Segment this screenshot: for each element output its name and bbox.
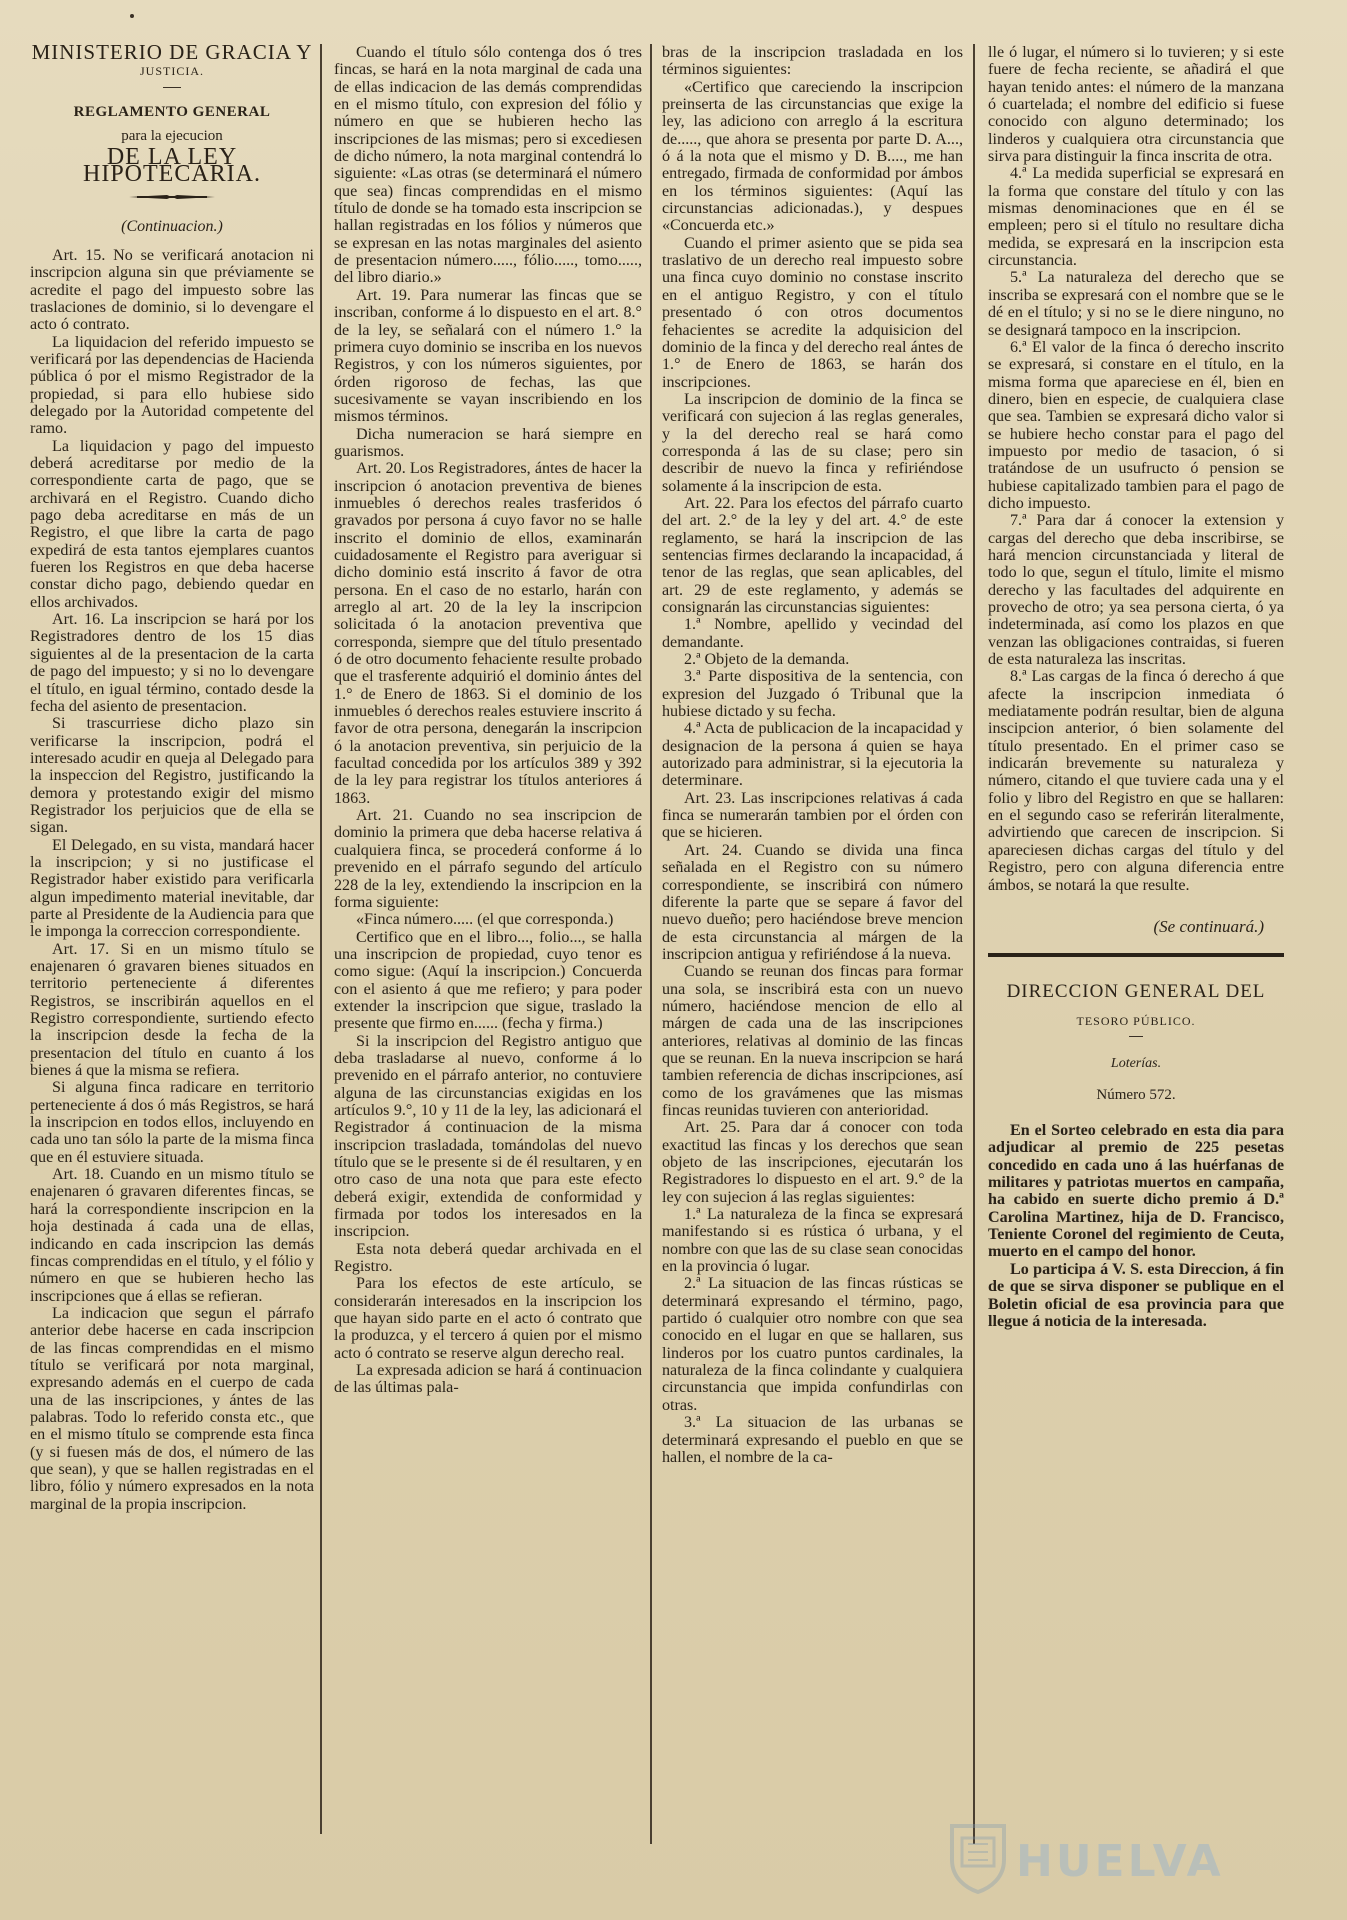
article-paragraph: bras de la inscripcion trasladada en los términos siguientes: — [662, 44, 963, 79]
lottery-section: Loterías. — [1110, 1056, 1162, 1072]
column-divider — [973, 44, 975, 1844]
article-paragraph: Art. 25. Para dar á conocer con toda exactitud las fincas y los derechos que sean objeto de las inscripciones, ejecutarán los Registradores lo dispuesto en el art. 9.° de la ley con sujecion á las reglas siguientes: — [662, 1119, 963, 1206]
column-divider — [320, 44, 322, 1834]
article-paragraph: 1.ª Nombre, apellido y vecindad del demandante. — [662, 616, 963, 651]
article-paragraph: Art. 15. No se verificará anotacion ni inscripcion alguna sin que préviamente se acredite el pago del impuesto sobre las traslaciones de dominio, si lo devengare el acto ó contrato. — [30, 246, 314, 334]
regulation-title: REGLAMENTO GENERAL — [73, 104, 271, 121]
text-column-3 — [662, 44, 963, 1849]
continuation-label: (Continuacion.) — [121, 217, 223, 235]
article-paragraph: Art. 16. La inscripcion se hará por los Registradores dentro de los 15 dias siguientes al de la presentacion de la carta de pago del impuesto; y si no lo devengare el título, en igual término, contado desde la fecha del asiento de presentacion. — [30, 611, 314, 715]
section-rule — [988, 953, 1284, 957]
heading-rule — [163, 87, 181, 89]
ink-speck — [130, 14, 134, 18]
article-paragraph: Para los efectos de este artículo, se considerarán interesados en la inscripcion los que hayan sido parte en el acto ó contrato que la produzca, y el tercero á quien por el mismo acto ó contrato se reserve algun derecho real. — [334, 1275, 642, 1362]
archive-shield-icon — [948, 1820, 1008, 1894]
article-paragraph: «Certifico que careciendo la inscripcion preinserta de las circunstancias que exige la ley, las adiciono con arreglo á la escritura de....., que ahora se presenta por parte D. A..., ó á la nota que el mismo y D. B...., me han entregado, firmada de conformidad por ámbos en los términos siguientes: (Aquí las circunstancias adicionadas.), y despues «Concuerda etc.» — [662, 78, 963, 235]
article-paragraph: Cuando el título sólo contenga dos ó tres fincas, se hará en la nota marginal de cada una de ellas indicacion de las demás comprendidas en el mismo título, con expresion del fólio y número en que se hubieren hecho las inscripciones de las mismas; pero si excediesen de dicho número, la nota marginal contendrá lo siguiente: «Las otras (se determinará el número que sea) fincas comprendidas en el mismo título de donde se ha tomado esta inscripcion se hallan registradas en los fólios y números que se expresan en las notas marginales del asiento de presentacion número....., fólio....., tomo....., del libro diario.» — [334, 44, 642, 287]
ministry-heading: MINISTERIO DE GRACIA Y — [31, 44, 313, 64]
article-paragraph: La liquidacion del referido impuesto se verificará por las dependencias de Hacienda pública ó por el mismo Registrador de la propiedad, si para ello hubiese sido delegado por la Autoridad competente del ramo. — [30, 333, 314, 438]
article-paragraph: 2.ª Objeto de la demanda. — [684, 651, 850, 669]
article-paragraph: Art. 22. Para los efectos del párrafo cuarto del art. 2.° de la ley y del art. 4.° de este reglamento, se hará la inscripcion de las sentencias firmes declarando la incapacidad, á tenor de las reglas, que sean aplicables, del art. 29 de este reglamento, y además se consignarán las circunstancias siguientes: — [662, 494, 963, 616]
article-paragraph: Art. 19. Para numerar las fincas que se inscriban, conforme á lo dispuesto en el art. 8.° de la ley, se señalará con el número 1.° la primera cuyo dominio se inscriba en los nuevos Registros, y con los números siguientes, por órden rigoroso de fechas, las que sucesivamente se vayan inscribiendo en los mismos términos. — [334, 286, 642, 426]
article-paragraph: 8.ª Las cargas de la finca ó derecho á que afecte la inscripcion inmediata ó mediatamente podrán resultar, bien de alguna inscipcion anterior, ó bien solamente del título presentado. En el primer caso se indicarán brevemente su naturaleza y número, citando el que tuviere cada una y el folio y libro del Registro en que se hallaren: en el segundo caso se referirán literalmente, advirtiendo que carecen de inscripcion. Si apareciesen dichas cargas del título y del Registro, pero con alguna diferencia entre ámbos, se notará la que resulte. — [988, 668, 1284, 894]
article-paragraph: 6.ª El valor de la finca ó derecho inscrito se expresará, si constare en el título, en la misma forma que apareciese en él, bien en dinero, bien en especie, de cualquiera clase que sea. Tambien se expresará dicho valor si se hubiere hecho constar para el pago del impuesto por medio de tasacion, ó si tratándose de un usufructo ó pension se hubiese capitalizado tambien para el pago de dicho impuesto. — [988, 338, 1284, 512]
article-paragraph: La indicacion que segun el párrafo anterior debe hacerse en cada inscripcion de las fincas comprendidas en el mismo título se verificará por nota marginal, expresando además en el cuerpo de cada una de las inscripciones, y ántes de las palabras. Todo lo referido consta etc., que en el mismo título se comprende esta finca (y si fuesen más de dos, el número de las que sean), y que se hallen registradas en el libro, fólio y número expresados en la nota marginal de la propia inscripcion. — [30, 1304, 314, 1513]
article-paragraph: Dicha numeracion se hará siempre en guarismos. — [334, 425, 642, 460]
column-body — [334, 44, 642, 1397]
text-column-1 — [30, 44, 314, 1874]
article-paragraph: La liquidacion y pago del impuesto deberá acreditarse por medio de la correspondiente carta de pago, que se archivará en el Registro. Cuando dicho pago deba acreditarse en más de un Registro, el que libre la carta de pago expedirá de esta tantos ejemplares cuantos fueren los Registros en que deba hacerse constar dicho pago, debiendo quedar en ellos archivados. — [30, 437, 314, 611]
article-paragraph: Cuando se reunan dos fincas para formar una sola, se inscribirá esta con un nuevo número, haciéndose mencion de ello al márgen de cada una de las inscripciones anteriores, relativas al dominio de las fincas que se reunan. En la nueva inscripcion se hará tambien referencia de dichas inscripciones, así como de los gravámenes que las mismas fincas reunidas tuvieren con anterioridad. — [662, 963, 963, 1119]
article-paragraph: 3.ª La situacion de las urbanas se determinará expresando el pueblo en que se hallen, el nombre de la ca- — [662, 1414, 963, 1466]
article-paragraph: El Delegado, en su vista, mandará hacer la inscripcion; y si no justificase el Registrador haber existido para verificarla algun impedimento material inevitable, dar parte al Presidente de la Audiencia para que le imponga la correccion correspondiente. — [30, 836, 314, 941]
article-paragraph: Art. 24. Cuando se divida una finca señalada en el Registro con su número correspondiente, se inscribirá con número diferente la parte que se separe á favor del nuevo dueño; pero haciéndose breve mencion de esta circunstancia al márgen de la inscripcion antigua y refiriéndose á la nueva. — [662, 841, 963, 963]
ornament-rule — [127, 192, 217, 202]
article-paragraph: 5.ª La naturaleza del derecho que se inscriba se expresará con el nombre que se le dé en el título; y si no se le diere ninguno, no se designará tampoco en la inscripcion. — [988, 269, 1284, 339]
column-divider — [650, 44, 652, 1844]
heading-rule — [1129, 1036, 1143, 1038]
article-paragraph: Certifico que en el libro..., folio..., se halla una inscripcion de propiedad, cuyo tenor es como sigue: (Aquí la inscripcion.) Concuerda con el asiento á que me refiero; y para poder extender la inscripcion que sigue, traslado la presente que firmo en...... (fecha y firma.) — [334, 928, 642, 1033]
column-body — [662, 44, 963, 1466]
archive-watermark: HUELVA — [1016, 1836, 1224, 1887]
article-paragraph: 1.ª La naturaleza de la finca se expresará manifestando si es rústica ó urbana, y el nombre con que las de su clase sean conocidas en la provincia ó lugar. — [662, 1206, 963, 1276]
article-paragraph: 3.ª Parte dispositiva de la sentencia, con expresion del Juzgado ó Tribunal que la hubiese dictado y su fecha. — [662, 668, 963, 721]
article-paragraph: 4.ª Acta de publicacion de la incapacidad y designacion de la persona á quien se haya autorizado para administrar, si la ejecutoria la determinare. — [662, 720, 963, 790]
article-paragraph: lle ó lugar, el número si lo tuvieren; y si este fuere de fecha reciente, se añadirá el que hayan tenido antes: el número de la manzana ó cuartelada; el nombre del edificio si fuese conocido con alguno determinado; los linderos y cualquiera otra circunstancia que sirva para distinguir la finca inscrita de otra. — [988, 44, 1284, 166]
article-paragraph: Art. 21. Cuando no sea inscripcion de dominio la primera que deba hacerse relativa á cualquiera finca, se procederá conforme á lo prevenido en el párrafo segundo del artículo 228 de la ley, extendiendo la inscripcion en la forma siguiente: — [334, 807, 642, 911]
article-paragraph: La expresada adicion se hará á continuacion de las últimas pala- — [334, 1362, 642, 1397]
to-be-continued: (Se continuará.) — [1153, 916, 1264, 936]
notice-paragraph: En el Sorteo celebrado en esta dia para adjudicar al premio de 225 pesetas concedido en cada uno á las huérfanas de militares y patriotas muertos en campaña, ha cabido en suerte dicho premio á D.ª Carolina Martinez, hija de D. Francisco, Teniente Coronel del regimiento de Ceuta, muerto en el campo del honor. — [988, 1122, 1284, 1261]
article-paragraph: Si la inscripcion del Registro antiguo que deba trasladarse al nuevo, conforme á lo prevenido en el párrafo anterior, no contuviere alguna de las circunstancias exigidas en los artículos 9.°, 10 y 11 de la ley, las adicionará el Registrador á continuacion de la misma inscripcion trasladada, tomándolas del nuevo título que se le presente si de él resultaren, y en otro caso de una nota que para este efecto deberá exigir, extendida de conformidad y firmada por todos los interesados en la inscripcion. — [334, 1032, 642, 1241]
notice-paragraph: Lo participa á V. S. esta Direccion, á fin de que se sirva disponer se publique en el Boletin oficial de esa provincia para que llegue á noticia de la interesada. — [988, 1260, 1284, 1330]
text-column-4 — [988, 44, 1284, 1844]
notice-number: Número 572. — [1096, 1086, 1176, 1103]
treasury-subheading: TESORO PÚBLICO. — [1076, 1013, 1196, 1028]
article-paragraph: 7.ª Para dar á conocer la extension y cargas del derecho que deba inscribirse, se hará mencion circunstanciada y literal de todo lo que, segun el título, limite el mismo derecho y las facultades del adquirente en provecho de otro; ya sea persona cierta, ó ya indeterminada, así como los plazos en que venzan las obligaciones contraidas, si fueren de esta naturaleza las inscritas. — [988, 512, 1284, 669]
text-column-2 — [334, 44, 642, 1844]
article-paragraph: La inscripcion de dominio de la finca se verificará con sujecion á las reglas generales, y la del derecho real se hará como corresponda á las de su clase; pero sin describir de nuevo la finca y refiriéndose solamente á la inscripcion de esta. — [662, 390, 963, 495]
article-paragraph: «Finca número..... (el que corresponda.) — [356, 911, 614, 929]
article-paragraph: Art. 23. Las inscripciones relativas á cada finca se numerarán tambien por el órden con que se hicieren. — [662, 789, 963, 842]
column-body — [988, 44, 1284, 894]
article-paragraph: Si trascurriese dicho plazo sin verificarse la inscripcion, podrá el interesado acudir en queja al Delegado para la inspeccion del Registro, justificando la demora y protestando exigir del mismo Registrador los perjuicios que de ella se sigan. — [30, 715, 314, 837]
article-paragraph: Si alguna finca radicare en territorio perteneciente á dos ó más Registros, se hará la inscripcion en todos ellos, incluyendo en cada uno tan sólo la parte de la misma finca que en él estuviere situada. — [30, 1079, 314, 1166]
article-paragraph: Esta nota deberá quedar archivada en el Registro. — [334, 1240, 642, 1276]
article-paragraph: Art. 17. Si en un mismo título se enajenaren ó gravaren bienes situados en territorio perteneciente á diferentes Registros, se inscribirán aquellos en el Registro correspondiente, surtiendo efecto la inscripcion desde la fecha de la presentacion del título en cuanto á los bienes á que la misma se refiera. — [30, 940, 314, 1080]
article-paragraph: Art. 20. Los Registradores, ántes de hacer la inscripcion ó anotacion preventiva de bienes inmuebles ó derechos reales trasferidos ó gravados por persona á cuyo favor no se halle inscrito el dominio de ellos, examinarán cuidadosamente el Registro para averiguar si dicho dominio está inscrito á favor de otra persona. En el caso de no estarlo, harán con arreglo al art. 20 de la ley la inscripcion solicitada ó la anotacion preventiva que corresponda, siempre que del título presentado ó de otro documento fehaciente resulte probado que el trasferente adquirió el dominio ántes del 1.° de Enero de 1863. Si el dominio de los inmuebles ó derechos reales estuviere inscrito á favor de otra persona, denegarán la inscripcion ó la anotacion preventiva, sin perjuicio de la facultad concedida por los artículos 389 y 392 de la ley para registrar los títulos anteriores á 1863. — [334, 460, 642, 807]
lottery-notice — [988, 1122, 1284, 1330]
law-title: DE LA LEY HIPOTECARIA. — [83, 143, 261, 188]
treasury-heading: DIRECCION GENERAL DEL — [1006, 981, 1266, 1003]
ministry-subheading: JUSTICIA. — [139, 64, 204, 79]
article-paragraph: 2.ª La situacion de las fincas rústicas se determinará expresando el término, pago, partido ó cualquier otro nombre con que sea conocido en el lugar en que se hallaren, sus linderos por los cuatro puntos cardinales, la naturaleza de la finca colindante y cualquiera circunstancia que impida confundirlas con otras. — [662, 1275, 963, 1414]
article-paragraph: 4.ª La medida superficial se expresará en la forma que constare del título y con las mismas denominaciones que en él se empleen; pero si el título no resultare dicha medida, se expresará en la inscripcion esta circunstancia. — [988, 165, 1284, 270]
article-paragraph: Cuando el primer asiento que se pida sea traslativo de un derecho real impuesto sobre una finca cuyo dominio no constase inscrito en el antiguo Registro, y con el título presentado ó con otros documentos fehacientes se acredite la adquisicion del dominio de la finca y del derecho real ántes de 1.° de Enero de 1863, se harán dos inscripciones. — [662, 234, 963, 391]
article-paragraph: Art. 18. Cuando en un mismo título se enajenaren ó gravaren diferentes fincas, se hará la correspondiente inscripcion en la hoja destinada á cada una de ellas, indicando en cada inscripcion las demás fincas comprendidas en el título, y el fólio y número en que se hubieren hecho las inscripciones que á ellas se refieran. — [30, 1166, 314, 1305]
regulation-subtitle: para la ejecucion — [121, 127, 223, 144]
column-body — [30, 247, 314, 1513]
